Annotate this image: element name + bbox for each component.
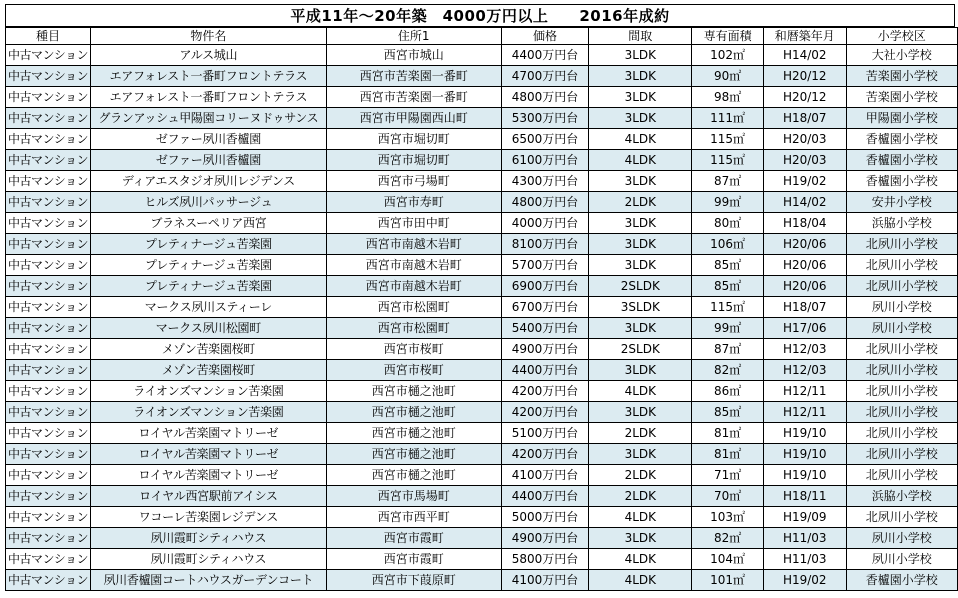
cell-address[interactable]: 西宮市霞町 — [326, 549, 501, 570]
cell-built-date[interactable]: H18/04 — [763, 213, 846, 234]
table-row[interactable] — [6, 402, 958, 423]
table-row[interactable] — [6, 108, 958, 129]
cell-property-name[interactable]: ロイヤル苦楽園マトリーゼ — [90, 423, 326, 444]
cell-layout[interactable]: 2LDK — [589, 192, 692, 213]
cell-price[interactable]: 4400万円台 — [501, 360, 589, 381]
cell-type[interactable]: 中古マンション — [6, 66, 91, 87]
cell-built-date[interactable]: H20/06 — [763, 234, 846, 255]
cell-school-district[interactable]: 夙川小学校 — [846, 528, 957, 549]
cell-built-date[interactable]: H12/11 — [763, 381, 846, 402]
cell-property-name[interactable]: ロイヤル苦楽園マトリーゼ — [90, 465, 326, 486]
cell-price[interactable]: 8100万円台 — [501, 234, 589, 255]
cell-floor-area[interactable]: 115㎡ — [692, 129, 764, 150]
cell-floor-area[interactable]: 82㎡ — [692, 360, 764, 381]
table-body — [6, 45, 958, 591]
cell-property-name[interactable]: プレティナージュ苦楽園 — [90, 276, 326, 297]
cell-school-district[interactable]: 甲陽園小学校 — [846, 108, 957, 129]
cell-school-district[interactable]: 夙川小学校 — [846, 549, 957, 570]
cell-layout[interactable]: 3LDK — [589, 213, 692, 234]
cell-school-district[interactable]: 北夙川小学校 — [846, 255, 957, 276]
header-floor-area: 専有面積 — [692, 28, 764, 45]
cell-school-district[interactable]: 香櫨園小学校 — [846, 129, 957, 150]
cell-address[interactable]: 西宮市樋之池町 — [326, 402, 501, 423]
cell-floor-area[interactable]: 81㎡ — [692, 423, 764, 444]
cell-floor-area[interactable]: 99㎡ — [692, 318, 764, 339]
cell-property-name[interactable]: ディアエスタジオ夙川レジデンス — [90, 171, 326, 192]
cell-layout[interactable]: 3LDK — [589, 360, 692, 381]
cell-built-date[interactable]: H18/07 — [763, 108, 846, 129]
cell-price[interactable]: 5300万円台 — [501, 108, 589, 129]
cell-built-date[interactable]: H11/03 — [763, 528, 846, 549]
cell-address[interactable]: 西宮市堀切町 — [326, 150, 501, 171]
cell-layout[interactable]: 3LDK — [589, 444, 692, 465]
cell-address[interactable]: 西宮市西平町 — [326, 507, 501, 528]
cell-property-name[interactable]: 夙川香櫨園コートハウスガーデンコート — [90, 570, 326, 591]
cell-type[interactable]: 中古マンション — [6, 255, 91, 276]
cell-property-name[interactable]: マークス夙川スティーレ — [90, 297, 326, 318]
cell-school-district[interactable]: 夙川小学校 — [846, 297, 957, 318]
cell-floor-area[interactable]: 101㎡ — [692, 570, 764, 591]
cell-property-name[interactable]: グランアッシュ甲陽園コリーヌドゥサンス — [90, 108, 326, 129]
cell-layout[interactable]: 3LDK — [589, 171, 692, 192]
cell-built-date[interactable]: H20/12 — [763, 87, 846, 108]
cell-address[interactable]: 西宮市樋之池町 — [326, 423, 501, 444]
cell-school-district[interactable]: 香櫨園小学校 — [846, 150, 957, 171]
table-row[interactable] — [6, 423, 958, 444]
cell-school-district[interactable]: 北夙川小学校 — [846, 234, 957, 255]
cell-layout[interactable]: 3LDK — [589, 45, 692, 66]
cell-floor-area[interactable]: 99㎡ — [692, 192, 764, 213]
cell-property-name[interactable]: メゾン苦楽園桜町 — [90, 360, 326, 381]
cell-school-district[interactable]: 苦楽園小学校 — [846, 66, 957, 87]
cell-property-name[interactable]: エアフォレスト一番町フロントテラス — [90, 87, 326, 108]
cell-type[interactable]: 中古マンション — [6, 444, 91, 465]
header-built-date: 和暦築年月 — [763, 28, 846, 45]
cell-layout[interactable]: 4LDK — [589, 570, 692, 591]
cell-school-district[interactable]: 浜脇小学校 — [846, 213, 957, 234]
table-row[interactable] — [6, 570, 958, 591]
cell-layout[interactable]: 3LDK — [589, 66, 692, 87]
cell-address[interactable]: 西宮市南越木岩町 — [326, 276, 501, 297]
table-row[interactable] — [6, 234, 958, 255]
table-row[interactable] — [6, 318, 958, 339]
cell-price[interactable]: 5800万円台 — [501, 549, 589, 570]
table-row[interactable] — [6, 339, 958, 360]
cell-layout[interactable]: 4LDK — [589, 381, 692, 402]
cell-price[interactable]: 4900万円台 — [501, 339, 589, 360]
header-property-name: 物件名 — [90, 28, 326, 45]
cell-school-district[interactable]: 夙川小学校 — [846, 318, 957, 339]
cell-layout[interactable]: 4LDK — [589, 150, 692, 171]
cell-type[interactable]: 中古マンション — [6, 339, 91, 360]
cell-type[interactable]: 中古マンション — [6, 297, 91, 318]
cell-property-name[interactable]: ヒルズ夙川パッサージュ — [90, 192, 326, 213]
cell-address[interactable]: 西宮市南越木岩町 — [326, 234, 501, 255]
cell-built-date[interactable]: H19/09 — [763, 507, 846, 528]
cell-type[interactable]: 中古マンション — [6, 486, 91, 507]
cell-layout[interactable]: 3LDK — [589, 234, 692, 255]
cell-built-date[interactable]: H14/02 — [763, 192, 846, 213]
cell-layout[interactable]: 4LDK — [589, 549, 692, 570]
cell-property-name[interactable]: ワコーレ苦楽園レジデンス — [90, 507, 326, 528]
cell-price[interactable]: 4200万円台 — [501, 381, 589, 402]
cell-price[interactable]: 4800万円台 — [501, 192, 589, 213]
cell-floor-area[interactable]: 85㎡ — [692, 402, 764, 423]
cell-floor-area[interactable]: 111㎡ — [692, 108, 764, 129]
cell-floor-area[interactable]: 104㎡ — [692, 549, 764, 570]
cell-property-name[interactable]: ゼファー夙川香櫨園 — [90, 150, 326, 171]
cell-property-name[interactable]: プレティナージュ苦楽園 — [90, 255, 326, 276]
cell-school-district[interactable]: 香櫨園小学校 — [846, 570, 957, 591]
cell-property-name[interactable]: アルス城山 — [90, 45, 326, 66]
cell-property-name[interactable]: ライオンズマンション苦楽園 — [90, 381, 326, 402]
cell-price[interactable]: 4000万円台 — [501, 213, 589, 234]
cell-price[interactable]: 6700万円台 — [501, 297, 589, 318]
cell-layout[interactable]: 3LDK — [589, 318, 692, 339]
cell-floor-area[interactable]: 80㎡ — [692, 213, 764, 234]
cell-floor-area[interactable]: 87㎡ — [692, 339, 764, 360]
cell-type[interactable]: 中古マンション — [6, 213, 91, 234]
cell-address[interactable]: 西宮市樋之池町 — [326, 465, 501, 486]
cell-floor-area[interactable]: 115㎡ — [692, 297, 764, 318]
cell-type[interactable]: 中古マンション — [6, 570, 91, 591]
header-address: 住所1 — [326, 28, 501, 45]
cell-property-name[interactable]: 夙川霞町シティハウス — [90, 528, 326, 549]
cell-address[interactable]: 西宮市甲陽園西山町 — [326, 108, 501, 129]
cell-floor-area[interactable]: 71㎡ — [692, 465, 764, 486]
table-row[interactable] — [6, 507, 958, 528]
cell-type[interactable]: 中古マンション — [6, 318, 91, 339]
header-price: 価格 — [501, 28, 589, 45]
cell-type[interactable]: 中古マンション — [6, 150, 91, 171]
cell-school-district[interactable]: 苦楽園小学校 — [846, 87, 957, 108]
cell-price[interactable]: 6100万円台 — [501, 150, 589, 171]
table-row[interactable] — [6, 297, 958, 318]
table-row[interactable] — [6, 87, 958, 108]
table-row[interactable] — [6, 150, 958, 171]
cell-school-district[interactable]: 北夙川小学校 — [846, 423, 957, 444]
cell-price[interactable]: 4100万円台 — [501, 465, 589, 486]
sheet-title: 平成11年～20年築 4000万円以上 2016年成約 — [5, 4, 955, 27]
cell-price[interactable]: 6900万円台 — [501, 276, 589, 297]
cell-price[interactable]: 4700万円台 — [501, 66, 589, 87]
cell-address[interactable]: 西宮市下葭原町 — [326, 570, 501, 591]
cell-layout[interactable]: 3LDK — [589, 108, 692, 129]
cell-address[interactable]: 西宮市南越木岩町 — [326, 255, 501, 276]
cell-floor-area[interactable]: 82㎡ — [692, 528, 764, 549]
cell-built-date[interactable]: H12/11 — [763, 402, 846, 423]
cell-type[interactable]: 中古マンション — [6, 360, 91, 381]
cell-built-date[interactable]: H12/03 — [763, 360, 846, 381]
cell-built-date[interactable]: H20/06 — [763, 276, 846, 297]
table-row[interactable] — [6, 45, 958, 66]
cell-school-district[interactable]: 大社小学校 — [846, 45, 957, 66]
table-row[interactable] — [6, 213, 958, 234]
cell-floor-area[interactable]: 115㎡ — [692, 150, 764, 171]
cell-type[interactable]: 中古マンション — [6, 234, 91, 255]
table-row[interactable] — [6, 381, 958, 402]
cell-layout[interactable]: 3LDK — [589, 255, 692, 276]
cell-property-name[interactable]: ゼファー夙川香櫨園 — [90, 129, 326, 150]
cell-address[interactable]: 西宮市苦楽園一番町 — [326, 87, 501, 108]
table-row[interactable] — [6, 486, 958, 507]
cell-property-name[interactable]: ライオンズマンション苦楽園 — [90, 402, 326, 423]
cell-price[interactable]: 5100万円台 — [501, 423, 589, 444]
cell-layout[interactable]: 4LDK — [589, 507, 692, 528]
cell-price[interactable]: 5700万円台 — [501, 255, 589, 276]
header-school-district: 小学校区 — [846, 28, 957, 45]
listings-table — [5, 27, 958, 591]
cell-school-district[interactable]: 北夙川小学校 — [846, 339, 957, 360]
cell-school-district[interactable]: 香櫨園小学校 — [846, 171, 957, 192]
cell-school-district[interactable]: 北夙川小学校 — [846, 402, 957, 423]
cell-type[interactable]: 中古マンション — [6, 402, 91, 423]
cell-built-date[interactable]: H19/10 — [763, 465, 846, 486]
table-row[interactable] — [6, 465, 958, 486]
cell-school-district[interactable]: 北夙川小学校 — [846, 444, 957, 465]
cell-address[interactable]: 西宮市城山 — [326, 45, 501, 66]
cell-type[interactable]: 中古マンション — [6, 129, 91, 150]
table-row[interactable] — [6, 255, 958, 276]
table-row[interactable] — [6, 66, 958, 87]
cell-floor-area[interactable]: 86㎡ — [692, 381, 764, 402]
cell-property-name[interactable]: ブラネスーペリア西宮 — [90, 213, 326, 234]
cell-property-name[interactable]: ロイヤル苦楽園マトリーゼ — [90, 444, 326, 465]
cell-type[interactable]: 中古マンション — [6, 87, 91, 108]
cell-type[interactable]: 中古マンション — [6, 108, 91, 129]
cell-type[interactable]: 中古マンション — [6, 549, 91, 570]
cell-property-name[interactable]: 夙川霞町シティハウス — [90, 549, 326, 570]
cell-type[interactable]: 中古マンション — [6, 465, 91, 486]
cell-price[interactable]: 4900万円台 — [501, 528, 589, 549]
cell-layout[interactable]: 3SLDK — [589, 297, 692, 318]
cell-layout[interactable]: 3LDK — [589, 528, 692, 549]
cell-address[interactable]: 西宮市堀切町 — [326, 129, 501, 150]
cell-built-date[interactable]: H17/06 — [763, 318, 846, 339]
cell-floor-area[interactable]: 98㎡ — [692, 87, 764, 108]
cell-built-date[interactable]: H20/03 — [763, 129, 846, 150]
cell-type[interactable]: 中古マンション — [6, 171, 91, 192]
cell-address[interactable]: 西宮市樋之池町 — [326, 381, 501, 402]
cell-type[interactable]: 中古マンション — [6, 381, 91, 402]
cell-floor-area[interactable]: 87㎡ — [692, 171, 764, 192]
cell-built-date[interactable]: H20/06 — [763, 255, 846, 276]
table-row[interactable] — [6, 129, 958, 150]
cell-school-district[interactable]: 北夙川小学校 — [846, 276, 957, 297]
table-row[interactable] — [6, 444, 958, 465]
cell-layout[interactable]: 2LDK — [589, 486, 692, 507]
cell-school-district[interactable]: 北夙川小学校 — [846, 360, 957, 381]
cell-built-date[interactable]: H19/10 — [763, 444, 846, 465]
cell-built-date[interactable]: H19/02 — [763, 171, 846, 192]
cell-type[interactable]: 中古マンション — [6, 45, 91, 66]
cell-layout[interactable]: 4LDK — [589, 129, 692, 150]
table-row[interactable] — [6, 360, 958, 381]
cell-layout[interactable]: 3LDK — [589, 402, 692, 423]
cell-built-date[interactable]: H12/03 — [763, 339, 846, 360]
cell-school-district[interactable]: 浜脇小学校 — [846, 486, 957, 507]
cell-type[interactable]: 中古マンション — [6, 423, 91, 444]
table-row[interactable] — [6, 549, 958, 570]
cell-property-name[interactable]: ロイヤル西宮駅前アイシス — [90, 486, 326, 507]
header-row — [6, 28, 958, 45]
cell-property-name[interactable]: プレティナージュ苦楽園 — [90, 234, 326, 255]
cell-floor-area[interactable]: 102㎡ — [692, 45, 764, 66]
cell-address[interactable]: 西宮市樋之池町 — [326, 444, 501, 465]
cell-property-name[interactable]: エアフォレスト一番町フロントテラス — [90, 66, 326, 87]
table-row[interactable] — [6, 171, 958, 192]
cell-price[interactable]: 6500万円台 — [501, 129, 589, 150]
cell-address[interactable]: 西宮市苦楽園一番町 — [326, 66, 501, 87]
cell-floor-area[interactable]: 81㎡ — [692, 444, 764, 465]
cell-address[interactable]: 西宮市弓場町 — [326, 171, 501, 192]
cell-built-date[interactable]: H18/07 — [763, 297, 846, 318]
cell-layout[interactable]: 2LDK — [589, 423, 692, 444]
cell-layout[interactable]: 3LDK — [589, 87, 692, 108]
cell-floor-area[interactable]: 85㎡ — [692, 255, 764, 276]
cell-floor-area[interactable]: 103㎡ — [692, 507, 764, 528]
cell-built-date[interactable]: H18/11 — [763, 486, 846, 507]
cell-type[interactable]: 中古マンション — [6, 528, 91, 549]
cell-price[interactable]: 4400万円台 — [501, 486, 589, 507]
cell-price[interactable]: 5400万円台 — [501, 318, 589, 339]
cell-price[interactable]: 5000万円台 — [501, 507, 589, 528]
cell-floor-area[interactable]: 90㎡ — [692, 66, 764, 87]
cell-property-name[interactable]: マークス夙川松園町 — [90, 318, 326, 339]
header-layout: 間取 — [589, 28, 692, 45]
cell-address[interactable]: 西宮市田中町 — [326, 213, 501, 234]
cell-price[interactable]: 4200万円台 — [501, 444, 589, 465]
cell-built-date[interactable]: H20/12 — [763, 66, 846, 87]
cell-address[interactable]: 西宮市松園町 — [326, 297, 501, 318]
table-row[interactable] — [6, 192, 958, 213]
cell-address[interactable]: 西宮市馬場町 — [326, 486, 501, 507]
cell-built-date[interactable]: H19/10 — [763, 423, 846, 444]
cell-price[interactable]: 4300万円台 — [501, 171, 589, 192]
cell-price[interactable]: 4400万円台 — [501, 45, 589, 66]
cell-layout[interactable]: 2LDK — [589, 465, 692, 486]
cell-built-date[interactable]: H14/02 — [763, 45, 846, 66]
cell-address[interactable]: 西宮市松園町 — [326, 318, 501, 339]
cell-price[interactable]: 4200万円台 — [501, 402, 589, 423]
cell-floor-area[interactable]: 70㎡ — [692, 486, 764, 507]
cell-property-name[interactable]: メゾン苦楽園桜町 — [90, 339, 326, 360]
table-row[interactable] — [6, 528, 958, 549]
cell-school-district[interactable]: 北夙川小学校 — [846, 381, 957, 402]
cell-school-district[interactable]: 北夙川小学校 — [846, 465, 957, 486]
cell-floor-area[interactable]: 85㎡ — [692, 276, 764, 297]
cell-type[interactable]: 中古マンション — [6, 192, 91, 213]
header-type: 種目 — [6, 28, 91, 45]
cell-type[interactable]: 中古マンション — [6, 507, 91, 528]
cell-built-date[interactable]: H11/03 — [763, 549, 846, 570]
cell-layout[interactable]: 2SLDK — [589, 276, 692, 297]
cell-floor-area[interactable]: 106㎡ — [692, 234, 764, 255]
cell-address[interactable]: 西宮市霞町 — [326, 528, 501, 549]
cell-address[interactable]: 西宮市寿町 — [326, 192, 501, 213]
table-row[interactable] — [6, 276, 958, 297]
cell-price[interactable]: 4800万円台 — [501, 87, 589, 108]
cell-address[interactable]: 西宮市桜町 — [326, 339, 501, 360]
cell-type[interactable]: 中古マンション — [6, 276, 91, 297]
cell-built-date[interactable]: H20/03 — [763, 150, 846, 171]
cell-address[interactable]: 西宮市桜町 — [326, 360, 501, 381]
cell-layout[interactable]: 2SLDK — [589, 339, 692, 360]
cell-price[interactable]: 4100万円台 — [501, 570, 589, 591]
cell-built-date[interactable]: H19/02 — [763, 570, 846, 591]
cell-school-district[interactable]: 安井小学校 — [846, 192, 957, 213]
cell-school-district[interactable]: 北夙川小学校 — [846, 507, 957, 528]
